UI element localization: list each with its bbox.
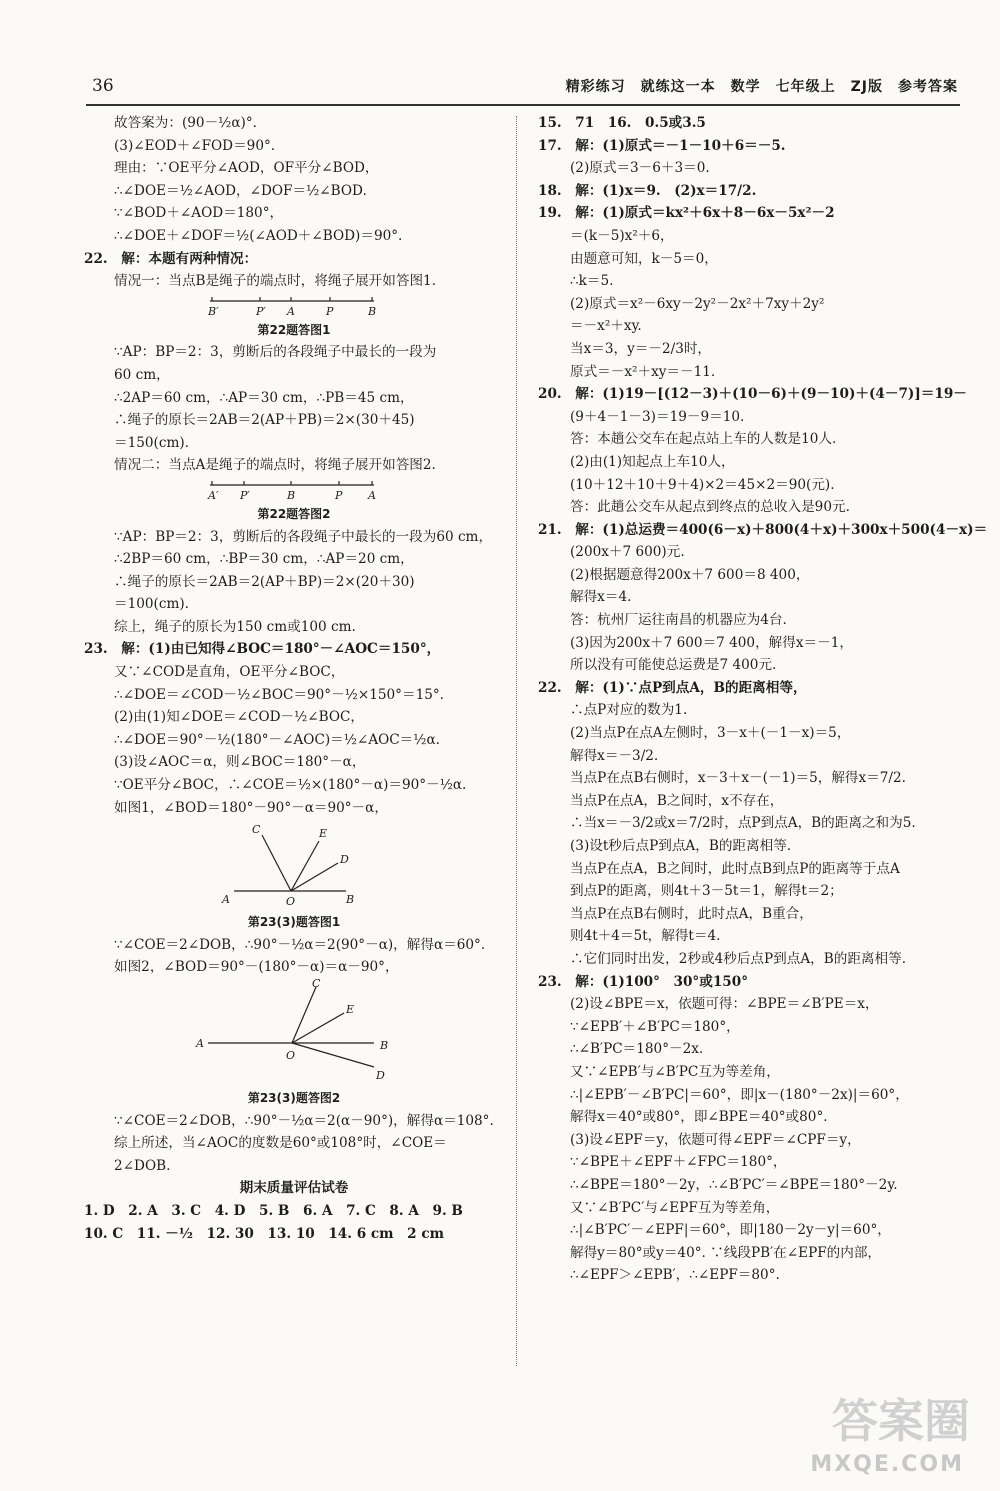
page-number: 36: [92, 76, 114, 96]
right-line: 答：此趟公交车从起点到终点的总收入是90元.: [570, 499, 850, 516]
right-line: (3)设∠EPF＝y，依题可得∠EPF＝∠CPF＝y，: [570, 1131, 861, 1148]
point-label: P: [326, 304, 334, 318]
right-line: (2)设∠BPE＝x，依题可得：∠BPE＝∠B′PE＝x，: [570, 996, 879, 1013]
right-line: (3)因为200x＋7 600＝7 400，解得x＝－1，: [570, 634, 853, 651]
left-line: ∴2AP＝60 cm，∴AP＝30 cm，∴PB＝45 cm，: [114, 389, 414, 406]
right-line: 解得x＝－3/2.: [570, 747, 659, 764]
left-line: 综上所述，当∠AOC的度数是60°或108°时，∠COE＝: [114, 1135, 447, 1152]
right-line: 解得x＝4.: [570, 589, 632, 606]
right-line: 19. 解：(1)原式＝kx²＋6x＋8－6x－5x²－2: [538, 205, 835, 222]
left-line: ＝100(cm).: [114, 596, 189, 613]
left-line: ∵AP：BP＝2：3，剪断后的各段绳子中最长的一段为60 cm，: [114, 528, 493, 545]
left-line: (2)由(1)知∠DOE＝∠COD－½∠BOC，: [114, 709, 365, 726]
ray-oc: [262, 835, 291, 891]
left-line: ∴∠DOE＝½∠AOD，∠DOF＝½∠BOD.: [114, 182, 367, 199]
right-line: (2)原式＝x²－6xy－2y²－2x²＋7xy＋2y²: [570, 295, 825, 312]
ray-od: [291, 863, 338, 891]
right-line: 解得x＝40°或80°，即∠BPE＝40°或80°.: [570, 1109, 828, 1126]
left-line: 又∵∠COD是直角，OE平分∠BOC，: [114, 664, 345, 681]
right-line: (10＋12＋10＋9＋4)×2＝45×2＝90(元).: [570, 476, 835, 493]
point-label: O: [286, 1049, 296, 1062]
right-line: 又∵∠EPB′与∠B′PC互为等差角，: [570, 1063, 780, 1080]
left-line: ∵∠COE＝2∠DOB，∴90°－½α＝2(90°－α)，解得α＝60°.: [114, 936, 486, 953]
point-label: A: [368, 488, 376, 502]
figure-f4: [84, 979, 504, 1087]
point-label: B: [346, 893, 355, 907]
point-label: B′: [208, 304, 219, 318]
left-line: 23. 解：(1)由已知得∠BOC＝180°－∠AOC＝150°，: [84, 641, 441, 658]
ray-od: [292, 1043, 374, 1067]
point-label: A′: [208, 488, 219, 502]
point-label: A: [196, 1037, 204, 1050]
left-line: (3)设∠AOC＝α，则∠BOC＝180°－α，: [114, 754, 366, 771]
point-label: O: [286, 895, 296, 909]
point-label: A: [287, 304, 295, 318]
figure-f1: [84, 293, 504, 319]
left-line: ＝150(cm).: [114, 434, 189, 451]
left-line: ∴绳子的原长＝2AB＝2(AP＋BP)＝2×(20＋30): [114, 573, 415, 590]
watermark-logo: 答案圈: [832, 1394, 970, 1448]
left-line: ∴2BP＝60 cm，∴BP＝30 cm，∴AP＝20 cm，: [114, 551, 414, 568]
point-label: B: [368, 304, 377, 318]
right-column: [538, 112, 988, 1287]
right-line: 由题意可知，k－5＝0，: [570, 250, 718, 267]
left-line: 22. 解：本题有两种情况：: [84, 250, 258, 267]
right-line: 当x＝3，y＝－2/3时，: [570, 340, 712, 357]
left-line: ∴∠DOE＋∠DOF＝½(∠AOD＋∠BOD)＝90°.: [114, 227, 403, 244]
right-line: ∴k＝5.: [570, 273, 614, 290]
right-line: 又∵∠B′PC′与∠EPF互为等差角，: [570, 1199, 780, 1216]
left-line: 第23(3)题答图1: [247, 915, 341, 930]
right-line: ∴它们同时出发，2秒或4秒后点P到点A，B的距离相等.: [570, 950, 907, 967]
right-line: (2)当点P在点A左侧时，3－x＋(－1－x)＝5，: [570, 725, 851, 742]
right-line: 当点P在点B右侧时，此时点A，B重合，: [570, 905, 813, 922]
left-line: 如图2，∠BOD＝90°－(180°－α)＝α－90°，: [114, 959, 399, 976]
point-label: D: [376, 1069, 385, 1082]
right-line: ∴∠EPF＞∠EPB′，∴∠EPF＝80°.: [570, 1267, 780, 1284]
header-title: 精彩练习 就练这一本 数学 七年级上 ZJ版 参考答案: [565, 79, 958, 95]
right-line: 答：杭州厂运往南昌的机器应为4台.: [570, 612, 787, 629]
point-label: C: [252, 823, 261, 837]
right-line: 23. 解：(1)100° 30°或150°: [538, 973, 748, 990]
point-label: P′: [256, 304, 266, 318]
right-line: ∵∠BPE＋∠EPF＋∠FPC＝180°，: [570, 1154, 787, 1171]
ray-oc: [292, 987, 316, 1043]
right-line: 解得y＝80°或y＝40°. ∵线段PB′在∠EPF的内部，: [570, 1244, 882, 1261]
right-line: ∴∠B′PC＝180°－2x.: [570, 1041, 704, 1058]
point-label: P′: [240, 488, 250, 502]
right-line: ＝－x²＋xy.: [570, 318, 642, 335]
watermark-url: MXQE.COM: [810, 1452, 964, 1477]
left-line: 60 cm，: [114, 366, 170, 383]
right-line: ＝(k－5)x²＋6，: [570, 227, 674, 244]
right-line: (2)原式＝3－6＋3＝0.: [570, 160, 710, 177]
right-line: (2)由(1)知起点上车10人，: [570, 453, 735, 470]
right-line: ∴当x＝－3/2或x＝7/2时，点P到点A，B的距离之和为5.: [570, 815, 916, 832]
point-label: B: [287, 488, 296, 502]
left-line: ∴∠DOE＝∠COD－½∠BOC＝90°－½×150°＝15°.: [114, 686, 444, 703]
right-line: 20. 解：(1)19－[(12－3)＋(10－6)＋(9－10)＋(4－7)]＝19－: [538, 386, 967, 403]
point-label: A: [222, 893, 230, 907]
left-line: ∵OE平分∠BOC，∴∠COE＝½×(180°－α)＝90°－½α.: [114, 777, 467, 794]
ray-oe: [292, 1013, 344, 1043]
left-line: ∴∠DOE＝90°－½(180°－∠AOC)＝½∠AOC＝½α.: [114, 731, 440, 748]
right-line: 15. 71 16. 0.5或3.5: [538, 115, 706, 131]
ray-oe: [291, 841, 319, 891]
left-line: ∵∠BOD＋∠AOD＝180°，: [114, 205, 284, 222]
left-line: 第22题答图2: [257, 506, 331, 521]
left-line: 2∠DOB.: [114, 1157, 171, 1174]
right-line: 18. 解：(1)x＝9. (2)x＝17/2.: [538, 182, 757, 199]
point-label: P: [335, 488, 343, 502]
left-line: 综上，绳子的原长为150 cm或100 cm.: [114, 618, 356, 635]
point-label: E: [319, 827, 328, 841]
left-line: 1. D 2. A 3. C 4. D 5. B 6. A 7. C 8. A 9. B: [84, 1202, 463, 1219]
point-label: B: [380, 1039, 389, 1052]
left-line: 第22题答图1: [257, 322, 331, 337]
left-line: 期末质量评估试卷: [239, 1180, 349, 1197]
left-line: 情况二：当点A是绳子的端点时，将绳子展开如答图2.: [114, 457, 436, 474]
left-line: ∵AP：BP＝2：3，剪断后的各段绳子中最长的一段为: [114, 344, 437, 361]
column-divider: [516, 116, 517, 1366]
left-line: 情况一：当点B是绳子的端点时，将绳子展开如答图1.: [114, 273, 437, 290]
left-line: 第23(3)题答图2: [247, 1091, 341, 1105]
right-line: 21. 解：(1)总运费＝400(6－x)＋800(4＋x)＋300x＋500(4－x)＝: [538, 521, 988, 538]
left-line: ∴绳子的原长＝2AB＝2(AP＋PB)＝2×(30＋45): [114, 412, 415, 429]
left-line: (3)∠EOD＋∠FOD＝90°.: [114, 137, 276, 154]
right-line: 22. 解：(1)∵点P到点A，B的距离相等，: [538, 679, 807, 696]
right-line: ∵∠EPB′＋∠B′PC＝180°，: [570, 1018, 740, 1035]
right-line: 当点P在点A，B之间时，x不存在，: [570, 792, 784, 809]
right-line: (200x＋7 600)元.: [570, 544, 685, 561]
header-rule: [86, 104, 960, 106]
right-line: (9＋4－1－3)＝19－9＝10.: [570, 408, 745, 425]
right-line: ∴|∠EPB′－∠B′PC|＝60°，即|x－(180°－2x)|＝60°，: [570, 1086, 909, 1103]
point-label: D: [340, 853, 349, 867]
right-line: 答：本趟公交车在起点站上车的人数是10人.: [570, 431, 837, 448]
right-line: ∴点P对应的数为1.: [570, 702, 688, 719]
right-line: 到点P的距离，则4t＋3－5t＝1，解得t＝2；: [570, 883, 843, 900]
left-line: 10. C 11. －½ 12. 30 13. 10 14. 6 cm 2 cm: [84, 1225, 445, 1242]
left-line: ∵∠COE＝2∠DOB，∴90°－½α＝2(α－90°)，解得α＝108°.: [114, 1112, 494, 1129]
left-column: [84, 112, 504, 1245]
left-line: 故答案为：(90－½α)°.: [114, 115, 257, 131]
point-label: E: [346, 1003, 355, 1016]
point-label: C: [312, 979, 321, 990]
right-line: (2)根据题意得200x＋7 600＝8 400，: [570, 566, 810, 583]
left-line: 理由：∵OE平分∠AOD，OF平分∠BOD，: [114, 160, 379, 177]
left-line: 如图1，∠BOD＝180°－90°－α＝90°－α，: [114, 799, 388, 816]
right-line: (3)设t秒后点P到点A，B的距离相等.: [570, 838, 792, 854]
right-line: 当点P在点A，B之间时，此时点B到点P的距离等于点A: [570, 860, 900, 877]
right-line: ∴∠BPE＝180°－2y，∴∠B′PC′＝∠BPE＝180°－2y.: [570, 1176, 898, 1193]
right-line: 当点P在点B右侧时，x－3＋x－(－1)＝5，解得x＝7/2.: [570, 770, 906, 787]
right-line: 17. 解：(1)原式＝－1－10＋6＝－5.: [538, 137, 786, 154]
figure-f3: [84, 819, 504, 911]
figure-f2: [84, 477, 504, 503]
right-line: 则4t＋4＝5t，解得t＝4.: [570, 928, 721, 945]
right-line: 原式＝－x²＋xy＝－11.: [570, 363, 716, 380]
right-line: 所以没有可能使总运费是7 400元.: [570, 657, 777, 674]
right-line: ∴|∠B′PC′－∠EPF|＝60°，即|180－2y－y|＝60°，: [570, 1222, 891, 1239]
